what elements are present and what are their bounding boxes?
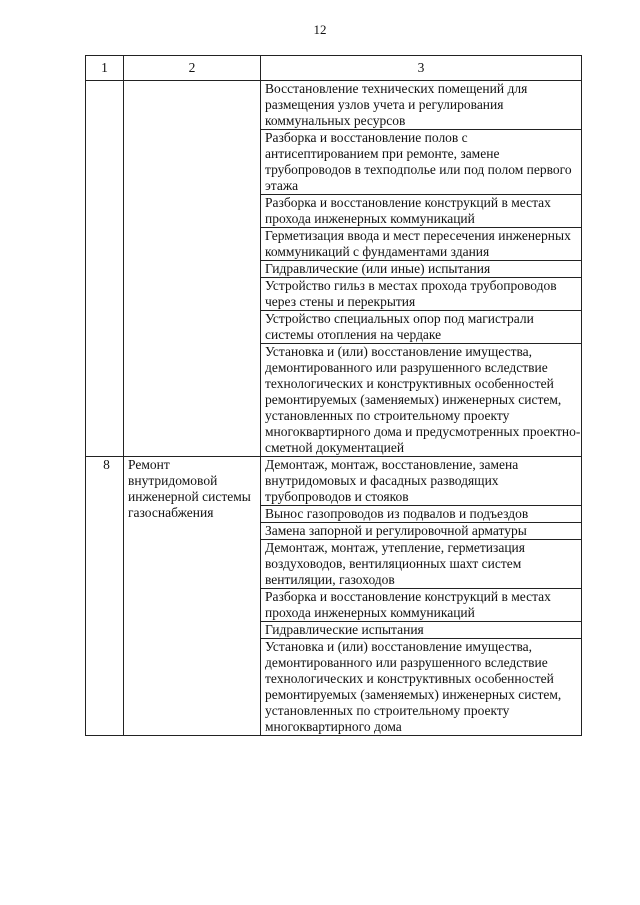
work-item: Замена запорной и регулировочной арматуры	[261, 523, 582, 540]
work-item: Герметизация ввода и мест пересечения инженерных коммуникаций с фундаментами здания	[261, 228, 582, 261]
work-item: Разборка и восстановление конструкций в местах прохода инженерных коммуникаций	[261, 589, 582, 622]
table-row	[86, 81, 582, 130]
table-row	[86, 457, 582, 506]
section-8	[86, 457, 582, 736]
work-item: Разборка и восстановление полов с антисептированием при ремонте, замене трубопроводов в техподполье или под полом первого этажа	[261, 130, 582, 195]
work-item: Разборка и восстановление конструкций в местах прохода инженерных коммуникаций	[261, 195, 582, 228]
table-header	[86, 56, 582, 81]
work-item: Восстановление технических помещений для размещения узлов учета и регулирования коммунальных ресурсов	[261, 81, 582, 130]
work-item: Демонтаж, монтаж, утепление, герметизация воздуховодов, вентиляционных шахт систем вентиляции, газоходов	[261, 540, 582, 589]
continuation-section	[86, 81, 582, 457]
system-name: Ремонт внутридомовой инженерной системы газоснабжения	[124, 457, 261, 736]
work-item: Гидравлические испытания	[261, 622, 582, 639]
works-table	[85, 55, 582, 736]
header-col-1: 1	[86, 56, 124, 81]
header-col-3: 3	[261, 56, 582, 81]
header-col-2: 2	[124, 56, 261, 81]
system-name	[124, 81, 261, 457]
work-item: Устройство гильз в местах прохода трубопроводов через стены и перекрытия	[261, 278, 582, 311]
work-item: Вынос газопроводов из подвалов и подъездов	[261, 506, 582, 523]
work-item: Гидравлические (или иные) испытания	[261, 261, 582, 278]
work-item: Установка и (или) восстановление имущества, демонтированного или разрушенного вследствие технологических и конструктивных особенностей ремонтируемых (заменяемых) инженерных систем, установленных по строительному проекту многоквартирного дома	[261, 639, 582, 736]
row-number: 8	[86, 457, 124, 736]
row-number	[86, 81, 124, 457]
header-row	[86, 56, 582, 81]
work-item: Демонтаж, монтаж, восстановление, замена внутридомовых и фасадных разводящих трубопроводов и стояков	[261, 457, 582, 506]
page-number: 12	[313, 22, 327, 37]
work-item: Устройство специальных опор под магистрали системы отопления на чердаке	[261, 311, 582, 344]
work-item: Установка и (или) восстановление имущества, демонтированного или разрушенного вследствие технологических и конструктивных особенностей ремонтируемых (заменяемых) инженерных систем, установленных по строительному проекту многоквартирного дома и предусмотренных проектно-сметной документацией	[261, 344, 582, 457]
